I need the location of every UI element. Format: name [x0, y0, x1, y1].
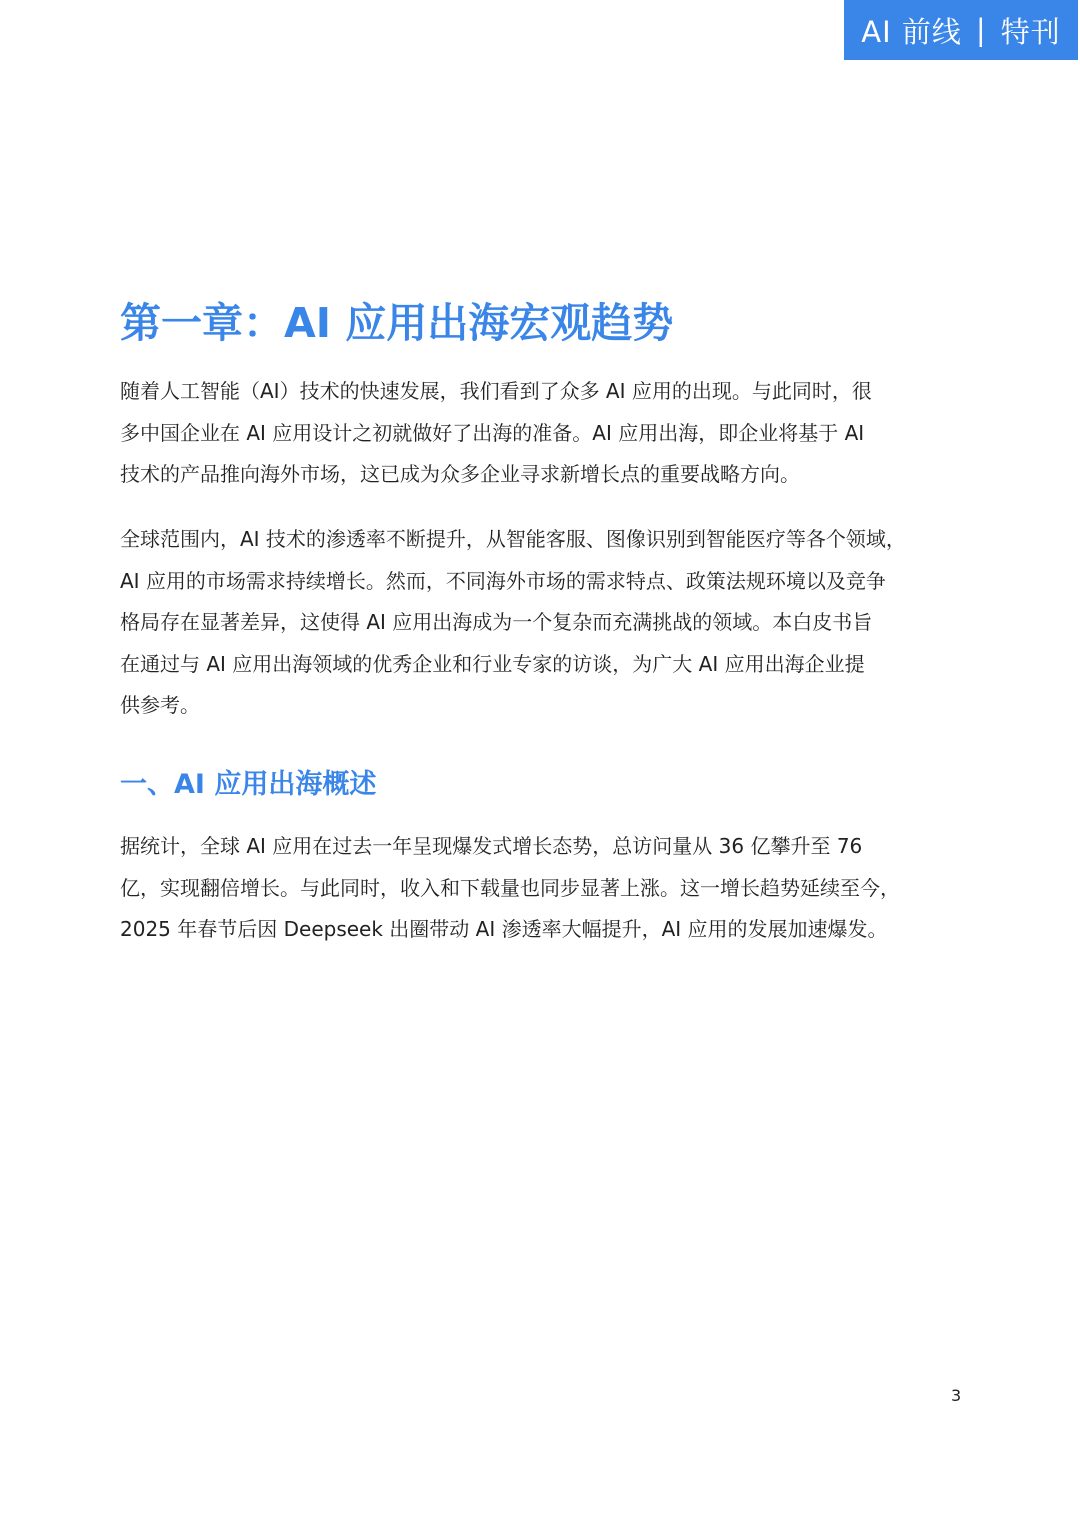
text-line: 亿，实现翻倍增长。与此同时，收入和下载量也同步显著上涨。这一增长趋势延续至今， — [120, 875, 900, 900]
paragraph-global — [120, 519, 980, 727]
text-line: 多中国企业在 AI 应用设计之初就做好了出海的准备。AI 应用出海，即企业将基于 AI — [120, 420, 865, 445]
badge-separator: | — [975, 13, 987, 47]
text-line: 技术的产品推向海外市场，这已成为众多企业寻求新增长点的重要战略方向。 — [120, 462, 800, 486]
text-line: 供参考。 — [120, 693, 200, 717]
page-number: 3 — [951, 1386, 962, 1405]
badge-left: AI 前线 — [861, 14, 962, 49]
header-badge — [844, 0, 1078, 60]
paragraph-overview — [120, 826, 980, 951]
text-line: 格局存在显著差异，这使得 AI 应用出海成为一个复杂而充满挑战的领域。本白皮书旨 — [120, 610, 873, 634]
text-line: 随着人工智能（AI）技术的快速发展，我们看到了众多 AI 应用的出现。与此同时，很 — [120, 379, 872, 403]
text-line: 在通过与 AI 应用出海领域的优秀企业和行业专家的访谈，为广大 AI 应用出海企业提 — [120, 651, 865, 676]
text-line: 全球范围内，AI 技术的渗透率不断提升，从智能客服、图像识别到智能医疗等各个领域， — [120, 527, 906, 551]
text-line: 据统计，全球 AI 应用在过去一年呈现爆发式增长态势，总访问量从 36 亿攀升至 76 — [120, 834, 863, 858]
badge-right: 特刊 — [1000, 14, 1061, 49]
section-title: 一、AI 应用出海概述 — [120, 769, 377, 800]
text-line: 2025 年春节后因 Deepseek 出圈带动 AI 渗透率大幅提升，AI 应用的发展加速爆发。 — [120, 917, 888, 941]
paragraph-intro — [120, 371, 980, 496]
text-line: AI 应用的市场需求持续增长。然而，不同海外市场的需求特点、政策法规环境以及竞争 — [120, 568, 886, 593]
chapter-title: 第一章：AI 应用出海宏观趋势 — [120, 299, 674, 347]
